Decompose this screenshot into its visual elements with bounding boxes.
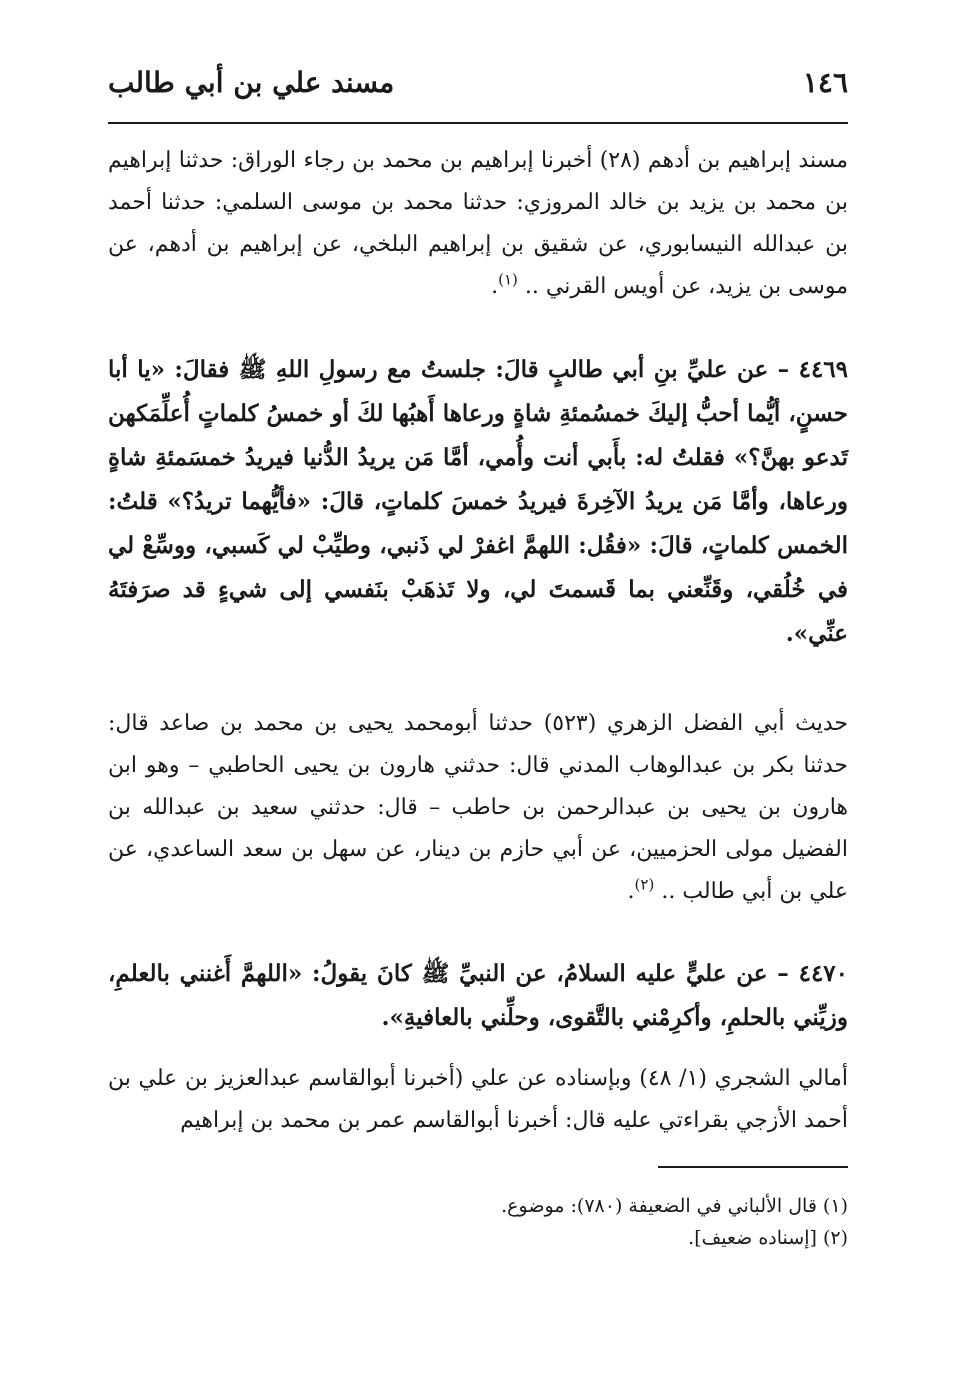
hadith-text: – عن عليِّ بنِ أبي طالبٍ قالَ: جلستُ مع رسولِ اللهِ ﷺ فقالَ: «يا أبا حسنٍ، أيُّما أحبُّ إليكَ خمسُمئةِ شاةٍ ورعاها أَهبُها لكَ أو خمسُ كلماتٍ أُعلِّمَكهن تَدعو بهنَّ؟» فقلتُ له: بأَبي أنت وأُمي، أمَّا مَن يريدُ الدُّنيا فيريدُ خمسَمئةِ شاةٍ ورعاها، وأمَّا مَن يريدُ الآخِرةَ فيريدُ خمسَ كلماتٍ، قالَ: «فأيُّهما تريدُ؟» قلتُ: الخمس كلماتٍ، قالَ: «فقُل: اللهمَّ اغفرْ لي ذَنبي، وطيِّبْ لي كَسبي، ووسِّعْ لي في خُلُقي، وقَنِّعني بما قَسمتَ لي، ولا تَذهَبْ بنَفسي إلى شيءٍ قد صرَفتَهُ عنِّي». xyxy=(108,356,848,647)
page-number: ١٤٦ xyxy=(802,66,848,99)
source-paragraph-1: مسند إبراهيم بن أدهم (٢٨) أخبرنا إبراهيم بن محمد بن رجاء الوراق: حدثنا إبراهيم بن محمد بن يزيد بن خالد المروزي: حدثنا محمد بن موسى السلمي: حدثنا أحمد بن عبدالله النيسابوري، عن شقيق بن إبراهيم البلخي، عن إبراهيم بن أدهم، عن موسى بن يزيد، عن أويس القرني .. $^{(١)}$. xyxy=(108,148,849,299)
footnotes xyxy=(108,1190,848,1254)
paragraph-text: أمالي الشجري (١/ ٤٨) وبإسناده عن علي (أخبرنا أبوالقاسم عبدالعزيز بن علي بن أحمد الأزجي بقراءتي عليه قال: أخبرنا أبوالقاسم عمر بن محمد بن إبراهيم xyxy=(108,1066,848,1133)
hadith-number: ٤٤٦٩ xyxy=(798,356,849,383)
page-header xyxy=(108,58,848,118)
hadith-4470 xyxy=(108,952,848,1040)
footnote-separator xyxy=(658,1166,848,1168)
footnote-reference-1: (١) xyxy=(498,270,518,289)
source-paragraph-2: حديث أبي الفضل الزهري (٥٢٣) حدثنا أبومحمد يحيى بن محمد بن صاعد قال: حدثنا بكر بن عبدالوهاب المدني قال: حدثني هارون بن يحيى الحاطبي – وهو ابن هارون بن يحيى بن عبدالرحمن بن حاطب – قال: حدثني سعيد بن عبدالله بن الفضيل مولى الحزميين، عن أبي حازم بن دينار، عن سهل بن سعد الساعدي، عن علي بن أبي طالب .. $^{(٢)}$. xyxy=(108,711,848,904)
source-paragraph-3 xyxy=(108,1058,848,1142)
paragraph-text: مسند إبراهيم بن أدهم (٢٨) أخبرنا إبراهيم بن محمد بن رجاء الوراق: حدثنا إبراهيم بن محمد بن يزيد بن خالد المروزي: حدثنا محمد بن موسى السلمي: حدثنا أحمد بن عبدالله النيسابوري، عن شقيق بن إبراهيم البلخي، عن إبراهيم بن أدهم، عن موسى بن يزيد، عن أويس القرني .. xyxy=(108,148,849,299)
footnote-reference-2: (٢) xyxy=(634,875,655,894)
hadith-4469 xyxy=(108,348,848,656)
footnote-2: (٢) [إسناده ضعيف]. xyxy=(688,1227,848,1249)
running-title: مسند علي بن أبي طالب xyxy=(108,66,395,99)
paragraph-text: حديث أبي الفضل الزهري (٥٢٣) حدثنا أبومحمد يحيى بن محمد بن صاعد قال: حدثنا بكر بن عبدالوهاب المدني قال: حدثني هارون بن يحيى الحاطبي – وهو ابن هارون بن يحيى بن عبدالرحمن بن حاطب – قال: حدثني سعيد بن عبدالله بن الفضيل مولى الحزميين، عن أبي حازم بن دينار، عن سهل بن سعد الساعدي، عن علي بن أبي طالب .. xyxy=(108,711,848,904)
footnote-1: (١) قال الألباني في الضعيفة (٧٨٠): موضوع. xyxy=(501,1195,848,1217)
hadith-text: – عن عليٍّ عليه السلامُ، عن النبيِّ ﷺ كانَ يقولُ: «اللهمَّ أَغنني بالعلمِ، وزيِّني بالحلمِ، وأكرِمْني بالتَّقوى، وحلِّني بالعافيةِ». xyxy=(108,960,848,1031)
header-rule xyxy=(108,122,848,124)
hadith-number: ٤٤٧٠ xyxy=(798,960,849,987)
